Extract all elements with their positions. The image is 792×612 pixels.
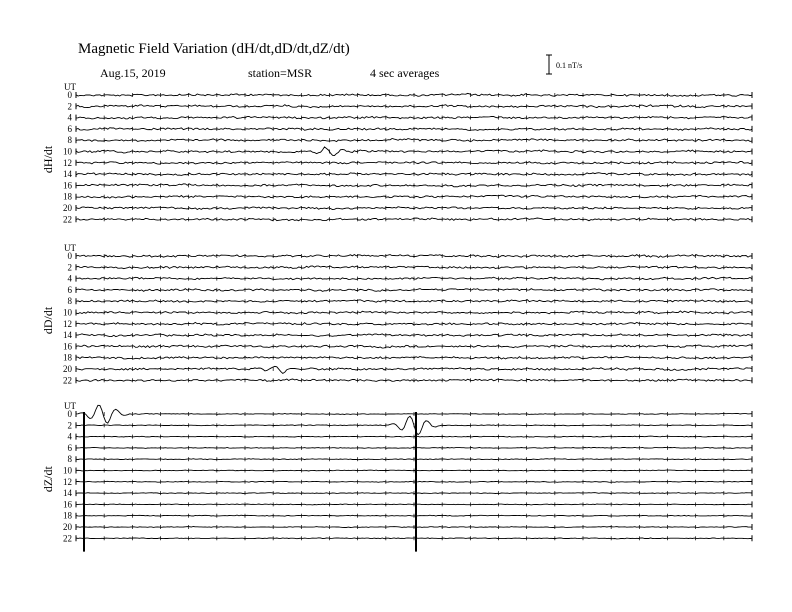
row-label-2: 2 (67, 262, 72, 273)
row-label-0: 0 (67, 251, 72, 261)
panel-dD-dt (41, 243, 752, 385)
chart-title: Magnetic Field Variation (dH/dt,dD/dt,dZ/dt) (78, 41, 350, 57)
row-label-12: 12 (63, 318, 72, 329)
ut-axis-label: UT (64, 82, 76, 92)
row-label-0: 0 (67, 409, 72, 419)
row-label-8: 8 (67, 135, 72, 146)
panel-label: dD/dt (41, 306, 55, 335)
row-label-22: 22 (63, 375, 72, 386)
row-label-18: 18 (63, 510, 72, 521)
trace-row-10 (76, 470, 752, 471)
row-label-22: 22 (63, 533, 72, 544)
station-label: station=MSR (248, 66, 313, 80)
panel-dH-dt (41, 82, 752, 224)
panel-dZ-dt (41, 401, 752, 552)
row-label-18: 18 (63, 191, 72, 202)
trace-row-4 (76, 436, 752, 437)
trace-row-10 (76, 147, 752, 156)
date-label: Aug.15, 2019 (100, 66, 166, 80)
row-label-8: 8 (67, 454, 72, 465)
row-label-2: 2 (67, 101, 72, 112)
row-label-10: 10 (63, 307, 72, 318)
row-label-10: 10 (63, 146, 72, 157)
row-label-8: 8 (67, 296, 72, 307)
row-label-4: 4 (67, 431, 72, 442)
ut-axis-label: UT (64, 243, 76, 253)
row-label-0: 0 (67, 90, 72, 100)
row-label-4: 4 (67, 273, 72, 284)
panel-label: dH/dt (41, 145, 55, 174)
row-label-16: 16 (63, 180, 72, 191)
row-label-20: 20 (63, 364, 72, 374)
trace-row-2 (76, 416, 752, 434)
row-label-20: 20 (63, 203, 72, 213)
row-label-12: 12 (63, 476, 72, 487)
row-label-4: 4 (67, 112, 72, 123)
panels (41, 82, 752, 552)
row-label-14: 14 (63, 330, 72, 341)
row-label-14: 14 (63, 488, 72, 499)
row-label-16: 16 (63, 499, 72, 510)
averaging-label: 4 sec averages (370, 66, 440, 80)
trace-row-20 (76, 527, 752, 528)
row-label-18: 18 (63, 352, 72, 363)
row-label-10: 10 (63, 465, 72, 476)
row-label-6: 6 (67, 284, 72, 295)
trace-row-0 (76, 405, 752, 423)
panel-label: dZ/dt (41, 466, 55, 493)
row-label-12: 12 (63, 157, 72, 168)
scale-bar-label: 0.1 nT/s (556, 61, 583, 70)
row-label-6: 6 (67, 123, 72, 134)
scale-bar (546, 55, 582, 74)
row-label-22: 22 (63, 214, 72, 225)
row-label-16: 16 (63, 341, 72, 352)
ut-axis-label: UT (64, 401, 76, 411)
row-label-6: 6 (67, 442, 72, 453)
row-label-20: 20 (63, 522, 72, 532)
row-label-14: 14 (63, 169, 72, 180)
row-label-2: 2 (67, 420, 72, 431)
